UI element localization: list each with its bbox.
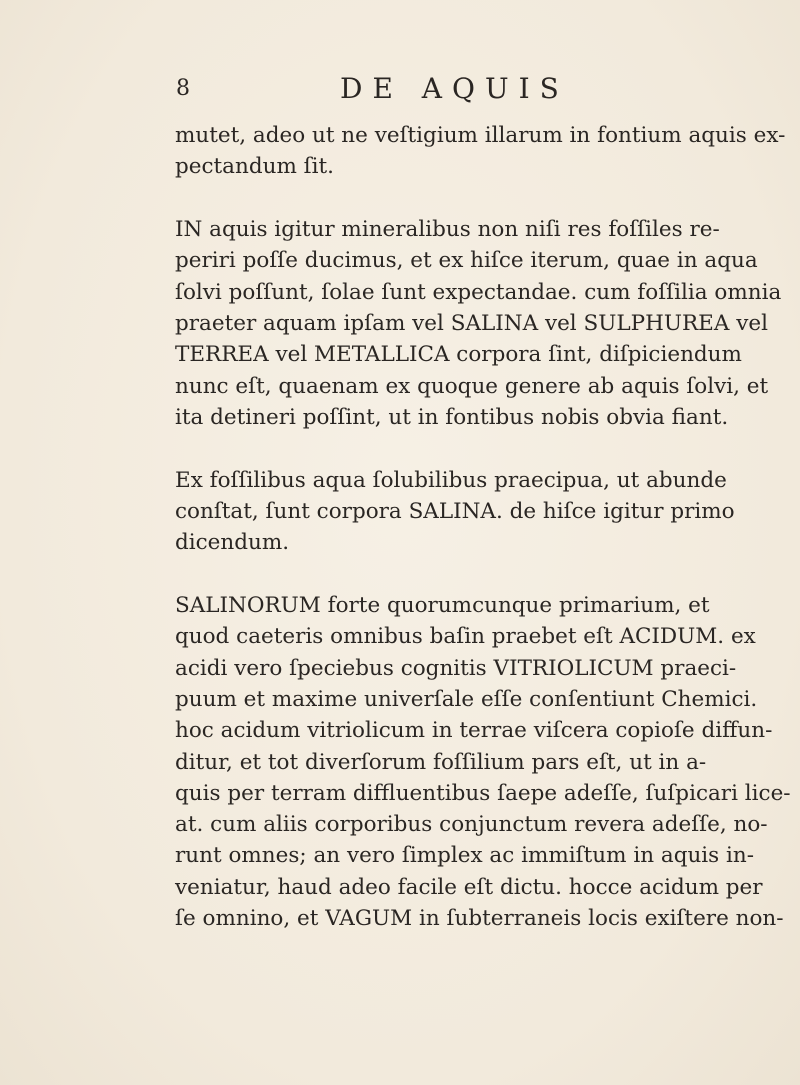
text-line: mutet, adeo ut ne veſtigium illarum in fontium aquis ex- bbox=[175, 123, 786, 148]
text-line: ſe omnino, et VAGUM in ſubterraneis locis exiſtere non- bbox=[175, 906, 784, 932]
text-line: hoc acidum vitriolicum in terrae viſcera copioſe diffun- bbox=[175, 718, 773, 744]
running-title: DE AQUIS bbox=[340, 72, 569, 105]
text-line: dicendum. bbox=[175, 530, 290, 556]
text-line: IN aquis igitur mineralibus non niſi res foſſiles re- bbox=[175, 217, 720, 243]
paragraph-3 bbox=[175, 465, 735, 559]
paragraph-4 bbox=[175, 590, 791, 934]
text-line: at. cum aliis corporibus conjunctum revera adeſſe, no- bbox=[175, 812, 768, 838]
text-line: pectandum ſit. bbox=[175, 154, 334, 180]
text-line: ita detineri poſſint, ut in fontibus nobis obvia fiant. bbox=[175, 404, 729, 430]
text-line: veniatur, haud adeo facile eſt dictu. hocce acidum per bbox=[175, 874, 763, 900]
text-line: runt omnes; an vero ſimplex ac immiſtum in aquis in- bbox=[175, 843, 755, 869]
text-line: Ex foſſilibus aqua ſolubilibus praecipua, ut abunde bbox=[175, 467, 727, 493]
paragraph-2 bbox=[175, 214, 782, 433]
text-line: SALINORUM forte quorumcunque primarium, et bbox=[175, 593, 710, 619]
text-line: nunc eſt, quaenam ex quoque genere ab aquis ſolvi, et bbox=[175, 373, 769, 399]
page-number: 8 bbox=[176, 76, 191, 101]
text-line: ſolvi poſſunt, ſolae ſunt expectandae. cum foſſilia omnia bbox=[175, 279, 782, 305]
text-line: quis per terram diffluentibus ſaepe adeſſe, ſuſpicari lice- bbox=[175, 780, 791, 806]
body-text bbox=[175, 120, 791, 934]
text-line: ditur, et tot diverſorum foſſilium pars eſt, ut in a- bbox=[175, 749, 707, 775]
text-line: conſtat, ſunt corpora SALINA. de hiſce igitur primo bbox=[175, 498, 735, 524]
paragraph-1 bbox=[175, 120, 786, 183]
text-line: puum et maxime univerſale eſſe conſentiunt Chemici. bbox=[175, 686, 758, 712]
text-line: praeter aquam ipſam vel SALINA vel SULPHUREA vel bbox=[175, 310, 768, 336]
text-line: TERREA vel METALLICA corpora ſint, diſpiciendum bbox=[175, 342, 742, 368]
page-header bbox=[176, 72, 596, 110]
text-line: periri poſſe ducimus, et ex hiſce iterum, quae in aqua bbox=[175, 248, 758, 274]
text-line: acidi vero ſpeciebus cognitis VITRIOLICUM praeci- bbox=[175, 655, 737, 681]
text-line: quod caeteris omnibus baſin praebet eſt ACIDUM. ex bbox=[175, 624, 756, 650]
